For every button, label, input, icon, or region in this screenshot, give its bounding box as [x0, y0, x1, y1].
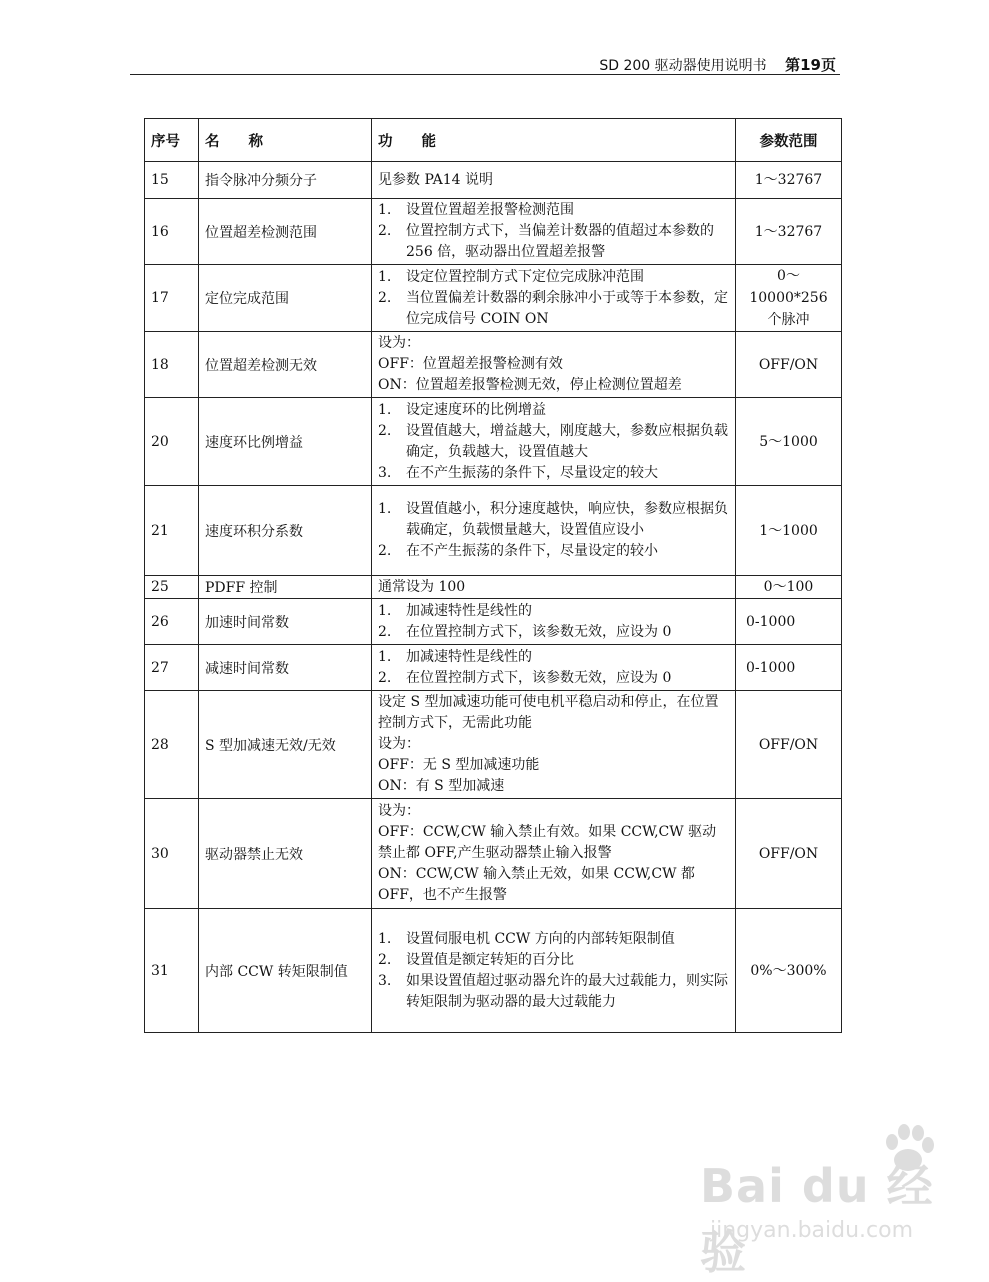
param-name: 位置超差检测无效 [199, 332, 372, 398]
param-name: 驱动器禁止无效 [199, 799, 372, 909]
param-function [372, 691, 736, 799]
table-row [145, 645, 842, 691]
param-number: 25 [145, 576, 199, 599]
line-text: OFF：位置超差报警检测有效 [378, 356, 563, 372]
range-line: 0-1000 [746, 613, 796, 630]
line-number: 2. [378, 422, 392, 439]
range-line: 个脉冲 [767, 312, 810, 328]
line-text: OFF：无 S 型加减速功能 [378, 757, 540, 773]
function-line [378, 221, 729, 263]
range-line: OFF/ON [758, 845, 819, 862]
line-text: 设置值越大，增益越大，刚度越大，参数应根据负载确定，负载越大，设置值越大 [406, 422, 728, 460]
param-range [736, 162, 842, 199]
param-number: 27 [145, 645, 199, 691]
range-line: 1～32767 [754, 172, 823, 188]
range-line: 0～100 [763, 579, 814, 595]
watermark-url: jingyan.baidu.com [710, 1218, 914, 1243]
function-line [378, 200, 729, 221]
function-line [378, 499, 729, 541]
table-row [145, 162, 842, 199]
range-line: 5～1000 [759, 433, 818, 450]
line-text: 设置伺服电机 CCW 方向的内部转矩限制值 [406, 930, 675, 947]
function-line [378, 647, 729, 668]
function-line [378, 822, 729, 864]
line-number: 2. [378, 951, 392, 968]
function-line [378, 801, 729, 822]
param-range [736, 691, 842, 799]
param-function [372, 576, 736, 599]
param-number: 30 [145, 799, 199, 909]
baidu-jingyan-watermark [700, 1120, 960, 1279]
param-function [372, 909, 736, 1033]
param-name: 指令脉冲分频分子 [199, 162, 372, 199]
manual-title: SD 200 驱动器使用说明书 [599, 58, 767, 74]
header-text [599, 54, 836, 75]
line-text: 设置值越小，积分速度越快，响应快，参数应根据负载确定，负载惯量越大，设置值应设小 [406, 501, 728, 538]
param-function [372, 199, 736, 265]
param-function [372, 162, 736, 199]
function-line [378, 692, 729, 734]
table-row [145, 599, 842, 645]
param-number: 17 [145, 265, 199, 332]
param-number: 28 [145, 691, 199, 799]
param-name: PDFF 控制 [199, 576, 372, 599]
param-range [736, 486, 842, 576]
param-name: 位置超差检测范围 [199, 199, 372, 265]
line-text: 在位置控制方式下，该参数无效，应设为 0 [406, 669, 672, 686]
param-number: 15 [145, 162, 199, 199]
function-line [378, 776, 729, 797]
param-name: 速度环比例增益 [199, 398, 372, 486]
function-line [378, 622, 729, 643]
function-line [378, 267, 729, 288]
line-text: 加减速特性是线性的 [406, 602, 532, 619]
function-line [378, 971, 729, 1013]
function-line [378, 577, 729, 598]
table-row [145, 576, 842, 599]
range-line: 10000*256 [749, 290, 828, 306]
col-header-function: 功 能 [372, 119, 736, 162]
range-line: 1～32767 [754, 223, 823, 240]
function-line [378, 541, 729, 562]
line-number: 1. [378, 501, 392, 517]
function-line [378, 333, 729, 354]
line-number: 1. [378, 202, 392, 218]
line-number: 1. [378, 401, 392, 418]
table-row [145, 691, 842, 799]
param-range [736, 799, 842, 909]
param-range [736, 599, 842, 645]
range-line: OFF/ON [758, 736, 819, 753]
line-text: 如果设置值超过驱动器允许的最大过载能力，则实际转矩限制为驱动器的最大过载能力 [406, 972, 728, 1010]
line-number: 1. [378, 648, 392, 665]
function-line [378, 929, 729, 950]
line-text: 设为： [378, 803, 420, 819]
function-line [378, 950, 729, 971]
param-range [736, 332, 842, 398]
line-text: 设定速度环的比例增益 [406, 401, 546, 418]
table-row [145, 265, 842, 332]
function-line [378, 288, 729, 330]
function-line [378, 170, 729, 191]
line-text: 设为： [378, 335, 420, 351]
range-line: 0%～300% [750, 962, 827, 979]
line-number: 1. [378, 602, 392, 619]
table-row [145, 398, 842, 486]
line-number: 2. [378, 623, 392, 640]
param-name: 减速时间常数 [199, 645, 372, 691]
param-number: 31 [145, 909, 199, 1033]
line-number: 1. [378, 930, 392, 947]
page-number: 第19页 [785, 56, 836, 74]
line-text: 见参数 PA14 说明 [378, 171, 493, 188]
param-name: S 型加减速无效/无效 [199, 691, 372, 799]
param-name: 内部 CCW 转矩限制值 [199, 909, 372, 1033]
function-line [378, 734, 729, 755]
function-line [378, 354, 729, 375]
table-header-row [145, 119, 842, 162]
table-row [145, 332, 842, 398]
watermark-logo: Bai du 经验 [700, 1159, 934, 1279]
line-text: 设定 S 型加减速功能可使电机平稳启动和停止，在位置控制方式下，无需此功能 [378, 694, 719, 731]
range-line: OFF/ON [758, 356, 819, 373]
param-function [372, 332, 736, 398]
param-name: 加速时间常数 [199, 599, 372, 645]
function-line [378, 375, 729, 396]
param-range [736, 265, 842, 332]
function-line [378, 601, 729, 622]
line-text: ON：位置超差报警检测无效，停止检测位置超差 [378, 377, 682, 393]
line-text: 在不产生振荡的条件下，尽量设定的较大 [406, 464, 658, 481]
param-number: 20 [145, 398, 199, 486]
param-function [372, 265, 736, 332]
col-header-name: 名 称 [199, 119, 372, 162]
line-number: 2. [378, 543, 392, 559]
param-function [372, 599, 736, 645]
table-row [145, 199, 842, 265]
line-number: 1. [378, 268, 392, 285]
line-text: 当位置偏差计数器的剩余脉冲小于或等于本参数，定位完成信号 COIN ON [406, 289, 728, 327]
table-row [145, 909, 842, 1033]
function-line [378, 400, 729, 421]
parameter-table [144, 118, 842, 1033]
param-function [372, 799, 736, 909]
function-line [378, 755, 729, 776]
range-line: 0～ [777, 268, 800, 284]
param-range [736, 909, 842, 1033]
line-text: 加减速特性是线性的 [406, 648, 532, 665]
function-line [378, 421, 729, 463]
line-number: 3. [378, 972, 392, 989]
function-line [378, 463, 729, 484]
range-line: 1～1000 [759, 522, 818, 539]
param-number: 18 [145, 332, 199, 398]
line-text: 设置值是额定转矩的百分比 [406, 951, 574, 968]
param-function [372, 486, 736, 576]
col-header-range: 参数范围 [736, 119, 842, 162]
line-text: 设定位置控制方式下定位完成脉冲范围 [406, 268, 644, 285]
line-number: 3. [378, 464, 392, 481]
line-text: 位置控制方式下，当偏差计数器的值超过本参数的 256 倍，驱动器出位置超差报警 [406, 223, 714, 260]
param-range [736, 199, 842, 265]
param-name: 定位完成范围 [199, 265, 372, 332]
table-row [145, 799, 842, 909]
line-number: 2. [378, 289, 392, 306]
param-number: 16 [145, 199, 199, 265]
function-line [378, 668, 729, 689]
page-header [130, 48, 840, 75]
param-function [372, 398, 736, 486]
col-header-no: 序号 [145, 119, 199, 162]
line-text: 在位置控制方式下，该参数无效，应设为 0 [406, 623, 672, 640]
param-range [736, 398, 842, 486]
param-range [736, 576, 842, 599]
line-text: OFF：CCW,CW 输入禁止有效。如果 CCW,CW 驱动禁止都 OFF,产生驱动器禁止输入报警 [378, 824, 717, 861]
param-range [736, 645, 842, 691]
function-line [378, 864, 729, 906]
line-text: 通常设为 100 [378, 578, 466, 595]
param-function [372, 645, 736, 691]
line-text: 在不产生振荡的条件下，尽量设定的较小 [406, 543, 658, 559]
table-row [145, 486, 842, 576]
param-number: 26 [145, 599, 199, 645]
param-number: 21 [145, 486, 199, 576]
line-text: 设为： [378, 736, 420, 752]
param-name: 速度环积分系数 [199, 486, 372, 576]
range-line: 0-1000 [746, 659, 796, 676]
line-text: ON：CCW,CW 输入禁止无效，如果 CCW,CW 都 OFF，也不产生报警 [378, 866, 695, 903]
line-number: 2. [378, 223, 392, 239]
line-text: 设置位置超差报警检测范围 [406, 202, 574, 218]
line-text: ON：有 S 型加减速 [378, 778, 505, 794]
line-number: 2. [378, 669, 392, 686]
